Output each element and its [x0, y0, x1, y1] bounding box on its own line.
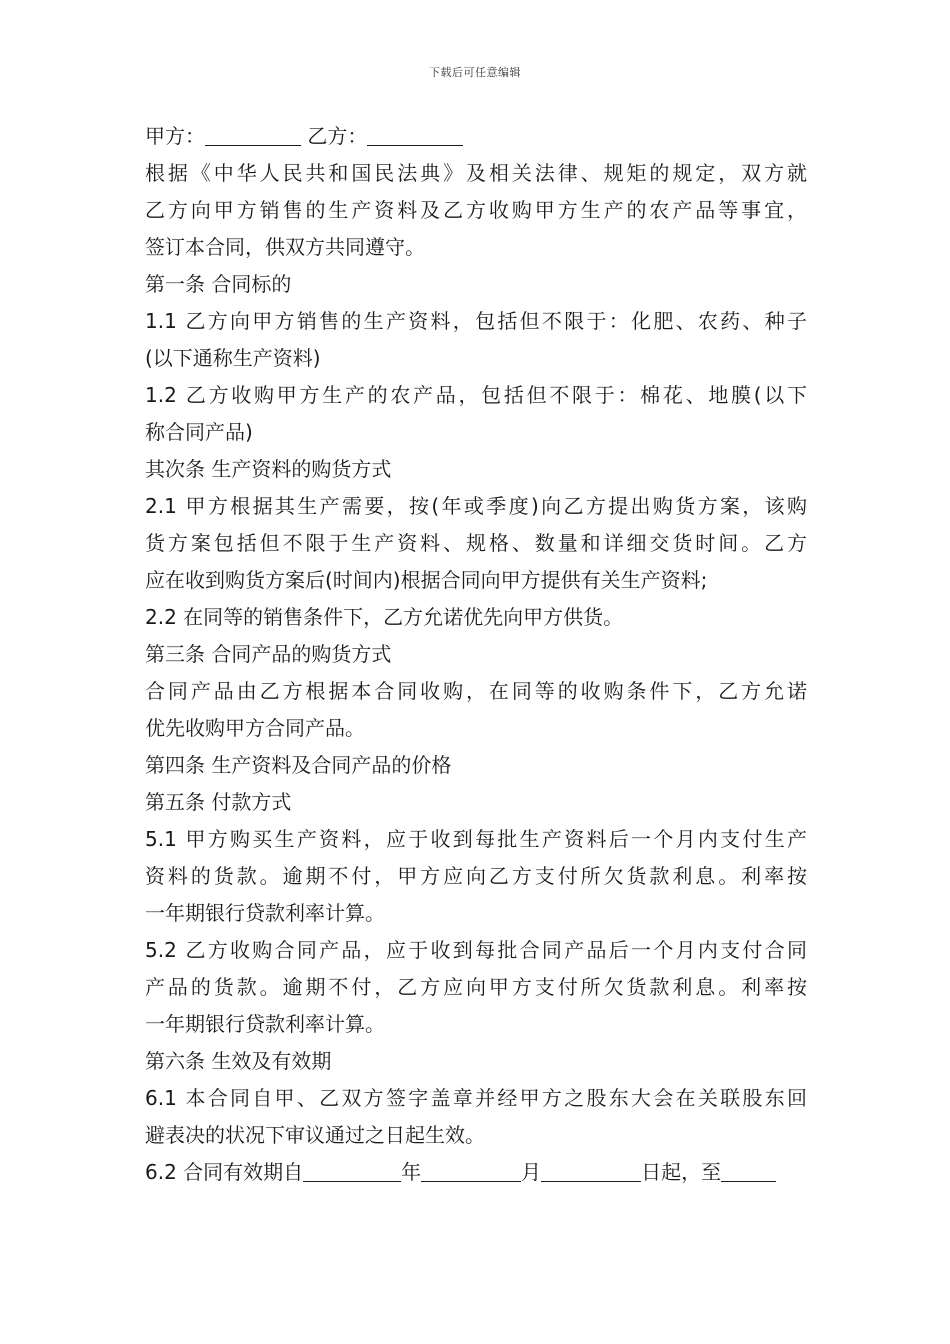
- clause-5-1: 一年期银行贷款利率计算。: [145, 901, 385, 925]
- page-header-note: 下载后可任意编辑: [429, 66, 521, 79]
- clause-6-2: [145, 1154, 807, 1191]
- party-b-label: 乙方：: [307, 124, 368, 148]
- party-a-label: 甲方：: [145, 124, 205, 148]
- clause-6-1: 6.1 本合同自甲、乙双方签字盖章并经甲方之股东大会在关联股东回: [145, 1086, 807, 1110]
- clause-5-2: 产品的货款。逾期不付，乙方应向甲方支付所欠货款利息。利率按: [145, 975, 807, 999]
- article-3-title: 第三条 合同产品的购货方式: [145, 642, 392, 666]
- article-3-body: 合同产品由乙方根据本合同收购，在同等的收购条件下，乙方允诺: [145, 679, 807, 703]
- article-3-body: 优先收购甲方合同产品。: [145, 716, 365, 740]
- day-blank[interactable]: [541, 1159, 641, 1182]
- clause-6-2-prefix: 6.2 合同有效期自: [145, 1160, 304, 1184]
- clause-2-2: 2.2 在同等的销售条件下，乙方允诺优先向甲方供货。: [145, 605, 624, 629]
- clause-2-1: 应在收到购货方案后(时间内)根据合同向甲方提供有关生产资料;: [145, 568, 708, 592]
- parties-line: [145, 118, 807, 155]
- article-6-title: 第六条 生效及有效期: [145, 1049, 332, 1073]
- intro-line: 根据《中华人民共和国民法典》及相关法律、规矩的规定，双方就: [145, 161, 807, 185]
- day-label: 日起，至: [641, 1160, 722, 1184]
- clause-6-1: 避表决的状况下审议通过之日起生效。: [145, 1123, 485, 1147]
- party-b-blank[interactable]: [367, 123, 463, 146]
- contract-body: [145, 118, 807, 1191]
- end-date-blank[interactable]: [721, 1159, 776, 1182]
- clause-2-1: 货方案包括但不限于生产资料、规格、数量和详细交货时间。乙方: [145, 531, 807, 555]
- clause-1-2: 1.2 乙方收购甲方生产的农产品，包括但不限于：棉花、地膜(以下: [145, 383, 807, 407]
- article-1-title: 第一条 合同标的: [145, 272, 292, 296]
- clause-5-2: 一年期银行贷款利率计算。: [145, 1012, 385, 1036]
- month-label: 月: [521, 1160, 542, 1184]
- clause-1-1: (以下通称生产资料): [145, 346, 321, 370]
- article-5-title: 第五条 付款方式: [145, 790, 292, 814]
- clause-1-1: 1.1 乙方向甲方销售的生产资料，包括但不限于：化肥、农药、种子: [145, 309, 807, 333]
- year-blank[interactable]: [303, 1159, 401, 1182]
- intro-line: 签订本合同，供双方共同遵守。: [145, 235, 425, 259]
- intro-line: 乙方向甲方销售的生产资料及乙方收购甲方生产的农产品等事宜，: [145, 198, 807, 222]
- clause-5-1: 资料的货款。逾期不付，甲方应向乙方支付所欠货款利息。利率按: [145, 864, 807, 888]
- year-label: 年: [401, 1160, 422, 1184]
- party-a-blank[interactable]: [205, 123, 301, 146]
- clause-5-1: 5.1 甲方购买生产资料，应于收到每批生产资料后一个月内支付生产: [145, 827, 807, 851]
- clause-5-2: 5.2 乙方收购合同产品，应于收到每批合同产品后一个月内支付合同: [145, 938, 807, 962]
- month-blank[interactable]: [421, 1159, 521, 1182]
- clause-1-2: 称合同产品): [145, 420, 253, 444]
- article-2-title: 其次条 生产资料的购货方式: [145, 457, 392, 481]
- article-4-title: 第四条 生产资料及合同产品的价格: [145, 753, 452, 777]
- clause-2-1: 2.1 甲方根据其生产需要，按(年或季度)向乙方提出购货方案，该购: [145, 494, 807, 518]
